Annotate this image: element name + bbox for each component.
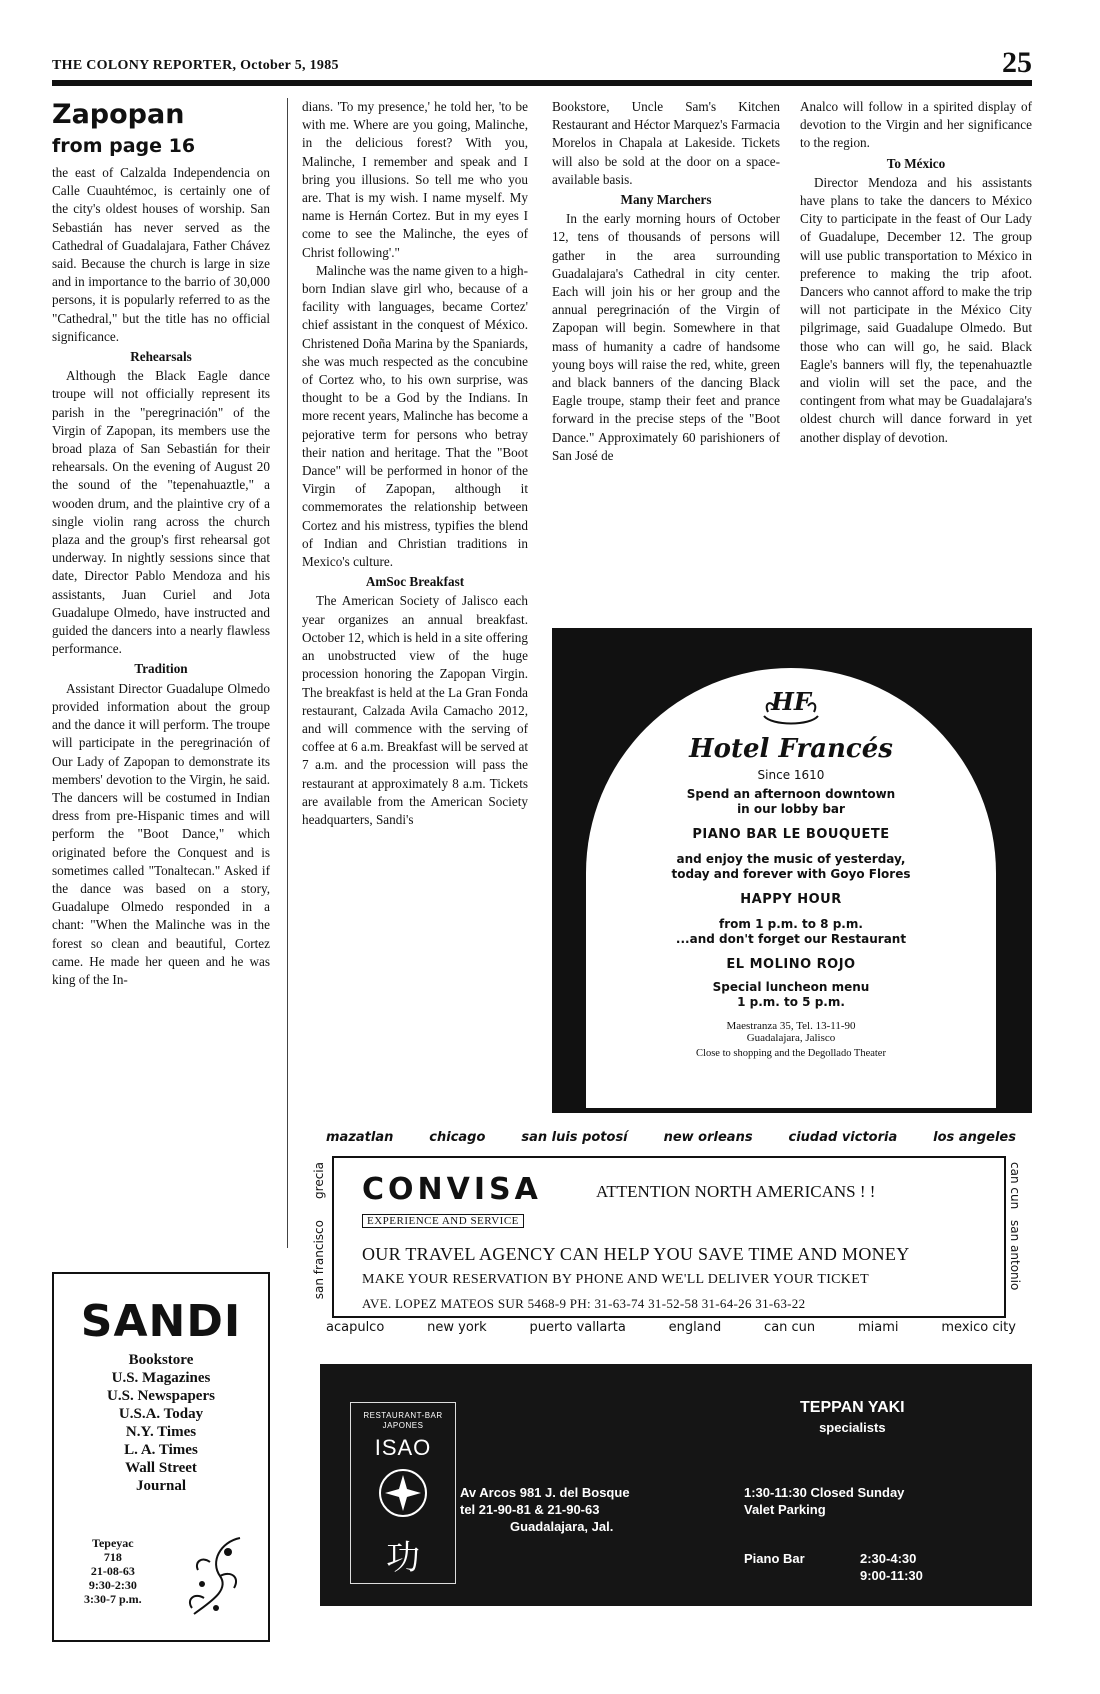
bottom-cities [326, 1320, 1016, 1335]
paper-title: THE COLONY REPORTER, October 5, 1985 [52, 58, 339, 73]
hotel-since: Since 1610 [757, 768, 825, 782]
travel-box [332, 1156, 1006, 1318]
subhead-marchers: Many Marchers [620, 192, 712, 208]
paragraph: Malinche was the name given to a high-born Indian slave girl who, because of a facility with languages, became Cortez' chief assistant in the conquest of México. Christened Doña Marina by the Spaniards, she was much respected as the concubine of Cortez who, to his own surprise, was thought to be a God by the Indians. In more recent years, Malinche has become a pejorative term for persons who betray their nation and heritage. That the "Boot Dance" will be performed in honor of the Virgin of Zapopan, although it commemorates the relationship between Cortez and his mistress, typifies the blend of Indian and Christian traditions in Mexico's culture. [302, 262, 528, 570]
paragraph: Bookstore, Uncle Sam's Kitchen Restaurant and Héctor Marquez's Farmacia Morelos in Chapala at Lakeside. Tickets will also be sold at the door on a space-available basis. [552, 99, 780, 187]
sandi-line: L. A. Times [124, 1442, 198, 1458]
hotel-line: in our lobby bar [737, 802, 845, 816]
isao-valet: Valet Parking [744, 1502, 826, 1517]
hotel-line: ...and don't forget our Restaurant [675, 932, 907, 946]
city: england [668, 1320, 722, 1335]
travel-line: MAKE YOUR RESERVATION BY PHONE AND WE'LL DELIVER YOUR TICKET [362, 1272, 869, 1287]
svg-text:HF: HF [771, 687, 811, 716]
city: ciudad victoria [788, 1130, 898, 1145]
hotel-arch [586, 668, 996, 1108]
paragraph: Assistant Director Guadalupe Olmedo provided information about the group and the dance it will perform. The troupe will participate in the peregrinación of Our Lady of Zapopan to demonstrate its members' devotion to the Virgin, he said. The dancers will be costumed in Indian dress from pre-Hispanic times and will perform the "Boot Dance," which originated before the Conquest and is sometimes called "Tonaltecan." Asked if the dance was based on a story, Guadalupe Olmedo responded in a chant: "When the Malinche was in the forest so clean and beautiful, Cortez came. He made her queen and he was king of the In- [52, 680, 270, 987]
isao-specialists: specialists [819, 1420, 886, 1435]
side-city: san antonio [1008, 1220, 1022, 1291]
travel-line: OUR TRAVEL AGENCY CAN HELP YOU SAVE TIME AND MONEY [362, 1244, 910, 1264]
city: can cun [764, 1320, 816, 1335]
hotel-address: Close to shopping and the Degollado Theater [696, 1048, 886, 1059]
isao-address-line: tel 21-90-81 & 21-90-63 [460, 1502, 600, 1517]
paragraph: the east of Calzalda Independencia on Calle Cuauhtémoc, is certainly one of the city's oldest houses of worship. San Sebastián has never served as the Cathedral of Guadalajara, Father Chávez said. Because the church is large in size and in importance to the barrio of 30,000 persons, it is popularly referred to as the "Cathedral," but the title has no official significance. [52, 165, 270, 344]
sandi-address-line: 21-08-63 [90, 1564, 135, 1578]
hotel-address: Maestranza 35, Tel. 13-11-90 [726, 1020, 856, 1032]
article-column-2 [302, 98, 528, 829]
hotel-bar: PIANO BAR LE BOUQUETE [692, 827, 890, 842]
ad-isao-restaurant [320, 1364, 1032, 1606]
hotel-line: today and forever with Goyo Flores [671, 867, 911, 881]
isao-address [460, 1484, 630, 1535]
paragraph: The American Society of Jalisco each year organizes an annual breakfast. October 12, which is held in a site offering an unobstructed view of the huge procession honoring the Zapopan Virgin. The breakfast is held at the La Gran Fonda restaurant, Calzada Avila Camacho 2012, and will commence with the serving of coffee at 6 a.m. Breakfast will be served at 7 a.m. and the procession will pass the restaurant at approximately 8 a.m. Tickets are available from the American Society headquarters, Sandi's [302, 593, 528, 827]
isao-hours [744, 1484, 904, 1518]
subhead-rehearsals: Rehearsals [130, 349, 192, 365]
city: mexico city [941, 1320, 1016, 1335]
ad-sandi-bookstore [52, 1272, 270, 1642]
sandi-line: Bookstore [128, 1352, 194, 1368]
sandi-line: U.S. Magazines [111, 1370, 211, 1386]
sandi-address [84, 1536, 142, 1606]
sandi-address-line: 718 [103, 1550, 122, 1564]
sandi-address-line: 3:30-7 p.m. [84, 1592, 142, 1606]
city: acapulco [326, 1320, 385, 1335]
hotel-line: Special luncheon menu [712, 980, 870, 994]
city: mazatlan [326, 1130, 394, 1145]
jump-line: from page 16 [52, 135, 196, 157]
hotel-line: Spend an afternoon downtown [686, 787, 896, 801]
column-rule [287, 98, 288, 1248]
isao-emblem-icon [377, 1467, 429, 1519]
sandi-line: Journal [135, 1478, 186, 1494]
article-column-4 [800, 98, 1032, 447]
top-cities [326, 1130, 1016, 1145]
paragraph: Although the Black Eagle dance troupe will not officially represent its parish in the "peregrinación" of the Virgin of Zapopan, its members use the broad plaza of San Sebastián for their rehearsals. On the evening of August 20 the sound of the "tepenahuaztle," a wooden drum, and the plaintive cry of a single violin rang across the church plaza and the group's first rehearsal got underway. In nightly sessions since that date, Director Pablo Mendoza and his assistants, Juan Curiel and Jota Guadalupe Olmedo, have instructed and guided the dancers into a nearly flawless performance. [52, 368, 270, 657]
sandi-address-line: 9:30-2:30 [88, 1578, 137, 1592]
isao-name: ISAO [374, 1435, 432, 1460]
city: chicago [429, 1130, 486, 1145]
isao-address-line: Guadalajara, Jal. [510, 1519, 614, 1534]
paragraph: Analco will follow in a spirited display of devotion to the Virgin and her significance to the region. [800, 99, 1032, 151]
city: new orleans [663, 1130, 753, 1145]
subhead-mexico: To México [886, 155, 946, 171]
travel-attention: ATTENTION NORTH AMERICANS ! ! [596, 1182, 876, 1201]
isao-address-line: Av Arcos 981 J. del Bosque [460, 1485, 630, 1500]
hotel-restaurant: EL MOLINO ROJO [726, 957, 856, 972]
isao-piano-time: 2:30-4:30 [860, 1551, 917, 1566]
sandi-line: U.S.A. Today [118, 1406, 204, 1422]
isao-hours-line: 1:30-11:30 Closed Sunday [744, 1485, 905, 1500]
sandi-line: N.Y. Times [125, 1424, 197, 1440]
article-column-1 [52, 98, 270, 989]
hotel-address: Guadalajara, Jalisco [746, 1032, 836, 1044]
hotel-happy-hour: HAPPY HOUR [740, 892, 842, 907]
city: new york [427, 1320, 487, 1335]
travel-tagline: EXPERIENCE AND SERVICE [362, 1214, 524, 1228]
isao-teppan [800, 1398, 905, 1438]
paragraph: Director Mendoza and his assistants have plans to take the dancers to México City to participate in the feast of Our Lady of Guadalupe, December 12. The group will use public transportation to México in preference to making the trip afoot. Dancers who cannot afford to make the trip will not participate in the México City pilgrimage, said Guadalupe Olmedo. But those who can will go, he said. Black Eagle's banners will fly, the tepenahuaztle and violin will set the pace, and the contingent from what may be Guadalajara's oldest church will dance forward in yet another display of devotion. [800, 174, 1032, 445]
travel-logo: CONVISA [362, 1172, 542, 1207]
article-column-3 [552, 98, 780, 465]
city: puerto vallarta [529, 1320, 626, 1335]
hotel-line: 1 p.m. to 5 p.m. [737, 995, 845, 1009]
masthead-rule [52, 80, 1032, 86]
hotel-monogram-icon [756, 682, 826, 728]
sandi-address-line: Tepeyac [92, 1536, 134, 1550]
sandi-line: U.S. Newspapers [107, 1388, 215, 1404]
isao-teppan-title: TEPPAN YAKI [800, 1399, 905, 1416]
hotel-line: from 1 p.m. to 8 p.m. [719, 917, 863, 931]
travel-address: AVE. LOPEZ MATEOS SUR 5468-9 PH: 31-63-74 31-52-58 31-64-26 31-63-22 [362, 1296, 806, 1311]
isao-piano-time: 9:00-11:30 [860, 1568, 923, 1583]
page-number: 25 [1002, 46, 1032, 79]
side-city: san francisco [312, 1220, 326, 1300]
city: san luis potosí [521, 1130, 628, 1145]
isao-panel [350, 1402, 456, 1584]
subhead-amsoc: AmSoc Breakfast [365, 574, 465, 590]
headline: Zapopan [52, 99, 185, 130]
isao-kanji: 功 [386, 1538, 420, 1578]
isao-piano-hours [860, 1550, 923, 1584]
ad-travel-agency [310, 1128, 1032, 1348]
sandi-list [54, 1351, 268, 1495]
masthead [52, 46, 1032, 86]
sandi-logo: SANDI [80, 1296, 242, 1347]
hotel-name: Hotel Francés [689, 734, 893, 764]
isao-piano-bar: Piano Bar [744, 1551, 805, 1566]
side-city: grecia [312, 1162, 326, 1199]
subhead-tradition: Tradition [134, 661, 188, 677]
side-city: can cun [1008, 1162, 1022, 1210]
floral-ornament-icon [180, 1532, 246, 1622]
ad-hotel-frances [552, 628, 1032, 1113]
hotel-line: and enjoy the music of yesterday, [676, 852, 906, 866]
paragraph: In the early morning hours of October 12, tens of thousands of persons will gather in the area surrounding Guadalajara's Cathedral in city center. Each will join his or her group and the annual peregrinación of the Virgin of Zapopan will begin. Somewhere in that mass of humanity a cadre of handsome young boys will raise the red, white, green and black banners of the dancing Black Eagle troupe, stamp their feet and prance forward in the precise steps of the "Boot Dance." Approximately 60 parishioners of San José de [552, 211, 780, 463]
isao-subtitle: RESTAURANT-BAR JAPONES [363, 1411, 443, 1430]
sandi-line: Wall Street [125, 1460, 197, 1476]
city: miami [858, 1320, 899, 1335]
paragraph: dians. 'To my presence,' he told her, 'to be with me. Where are you going, Malinche, in the delicious forest? With you, Malinche, I remember and speak and I bring you illusions. So tell me who you are. That is my wish. I name myself. My name is Hernán Cortez. But in my eyes I come to see the Malinche, the eyes of Christ following'." [302, 99, 528, 260]
city: los angeles [933, 1130, 1016, 1145]
